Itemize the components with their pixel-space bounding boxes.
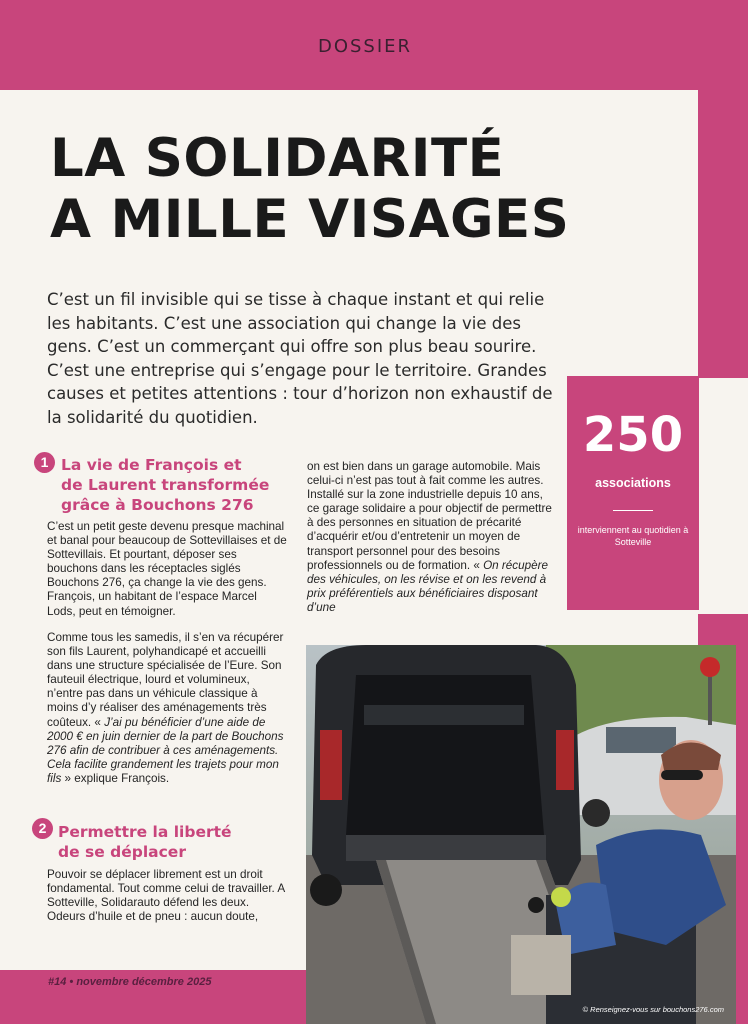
photo-illustration (306, 645, 736, 1024)
stat-caption: interviennent au quotidien à Sotteville (577, 525, 689, 547)
article-1-paragraph-1: C’est un petit geste devenu presque machinal et banal pour beaucoup de Sottevillaises et de Sottevillais. Et pourtant, déposer ses bouchons dans les réceptacles siglés Bouchons 276, ça change la vie des gens. François, un habitant de l’espace Marcel Lods, peut en témoigner. (47, 520, 287, 618)
article-1-heading-line-2: de Laurent transformée (61, 476, 270, 494)
article-1-number-badge: 1 (34, 452, 55, 473)
article-2-paragraph-1: Pouvoir se déplacer librement est un droit fondamental. Tout comme celui de travailler. A Sotteville, Solidarauto défend les deux. Odeurs d’huile et de pneu : aucun doute, (47, 868, 285, 924)
section-label: DOSSIER (317, 36, 413, 57)
footer-issue: #14 • novembre décembre 2025 (48, 976, 212, 988)
photo-accessible-van (306, 645, 736, 1024)
article-1-heading (61, 455, 301, 515)
stat-divider (613, 510, 653, 511)
intro-paragraph: C’est un fil invisible qui se tisse à chaque instant et qui relie les habitants. C’est une association qui change la vie des gens. C’est un commerçant qui offre son plus beau sourire. C’est une entreprise qui s’engage pour le territoire. Grandes causes et petites attentions : tour d’horizon non exhaustif de la solidarité du quotidien. (47, 290, 553, 427)
stat-box (567, 376, 699, 610)
article-2-heading (58, 822, 298, 862)
article-2-heading-line-2: de se déplacer (58, 843, 186, 861)
headline-line-2: A MILLE VISAGES (50, 189, 570, 250)
article-1-heading-line-1: La vie de François et (61, 456, 242, 474)
stat-label: associations (595, 476, 671, 490)
article-1-p2-end: » explique François. (61, 771, 170, 785)
article-1-heading-line-3: grâce à Bouchons 276 (61, 496, 254, 514)
column-2-paragraph (307, 460, 552, 615)
column-2-text: on est bien dans un garage automobile. Mais celui-ci n’est pas tout à fait comme les autres. Installé sur la zone industrielle depuis 10 ans, ce garage solidaire a pour objectif de permettre à des personnes en situation de précarité d’acquérir et/ou d’entretenir un moyen de transport personnel pour des besoins professionnels ou de formation. « (307, 460, 552, 572)
article-1-paragraph-2 (47, 631, 287, 786)
article-2-number-badge: 2 (32, 818, 53, 839)
article-2-heading-line-1: Permettre la liberté (58, 823, 232, 841)
stat-number: 250 (582, 407, 684, 463)
headline-line-1: LA SOLIDARITÉ (50, 128, 505, 189)
photo-credit: © Renseignez-vous sur bouchons276.com (582, 1005, 724, 1014)
headline (50, 128, 569, 250)
article-1-p2-text: Comme tous les samedis, il s’en va récupérer son fils Laurent, polyhandicapé et accueilli dans une structure spécialisée de l’Eure. Son fauteuil électrique, lourd et volumineux, n’entre pas dans un véhicule classique à moins d’y réaliser des aménagements très coûteux. « (47, 631, 284, 729)
column-2-quote: On récupère des véhicules, on les révise et on les revend à prix préférentiels aux bénéficiaires disposant d’une (307, 558, 549, 614)
article-1-quote: J’ai pu bénéficier d’une aide de 2000 € en juin dernier de la part de Bouchons 276 afin de contribuer à ces aménagements. Cela facilite grandement les trajets pour mon fils (47, 715, 284, 785)
